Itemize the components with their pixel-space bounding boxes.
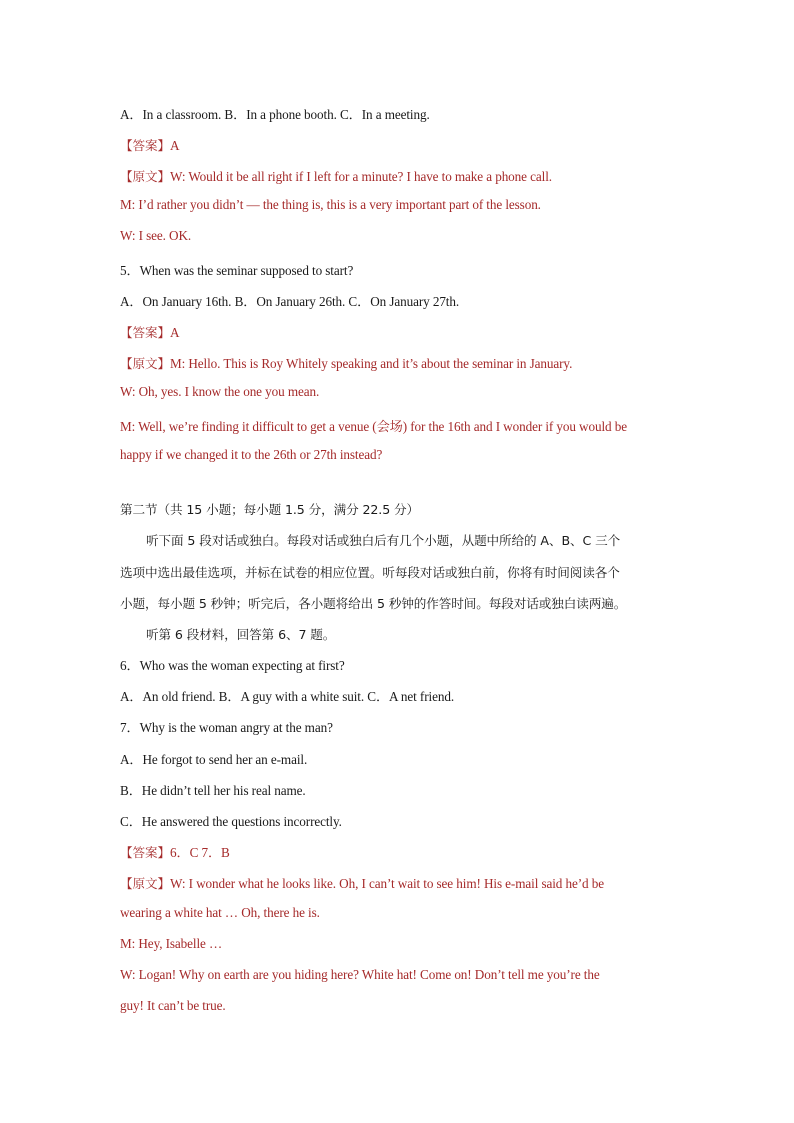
answer-tag: 【答案】	[120, 845, 170, 860]
q7-question: 7．Why is the woman angry at the man?	[120, 720, 333, 735]
script-tag: 【原文】	[120, 169, 170, 184]
section2-material: 听第 6 段材料，回答第 6、7 题。	[146, 627, 336, 642]
script-tag: 【原文】	[120, 356, 170, 371]
script-text: W: Would it be all right if I left for a minute? I have to make a phone call.	[169, 169, 552, 184]
q7-option-c: C．He answered the questions incorrectly.	[120, 814, 342, 829]
q5-question: 5．When was the seminar supposed to start?	[120, 263, 354, 278]
q67-script-line-4: W: Logan! Why on earth are you hiding here? White hat! Come on! Don’t tell me you’re the	[120, 967, 600, 982]
q67-script-line-2: wearing a white hat … Oh, there he is.	[120, 905, 320, 920]
q5-script-line-1	[120, 353, 572, 372]
q7-option-a: A．He forgot to send her an e-mail.	[120, 752, 308, 767]
q5-script-line-2: W: Oh, yes. I know the one you mean.	[120, 384, 320, 399]
answer-tag: 【答案】	[120, 138, 170, 153]
q4-options: A．In a classroom. B．In a phone booth. C．In a meeting.	[120, 107, 430, 122]
answer-value: A	[169, 325, 180, 340]
answer-value: 6．C 7．B	[169, 845, 230, 860]
q4-answer	[120, 135, 179, 154]
q5-options: A．On January 16th. B．On January 26th. C．On January 27th.	[120, 294, 460, 309]
q67-script-line-1	[120, 873, 604, 892]
q4-script-line-1	[120, 166, 552, 185]
q5-script-line-4: happy if we changed it to the 26th or 27th instead?	[120, 447, 383, 462]
q67-answer	[120, 842, 230, 861]
section2-heading: 第二节（共 15 小题；每小题 1.5 分，满分 22.5 分）	[120, 502, 420, 517]
q7-option-b: B．He didn’t tell her his real name.	[120, 783, 306, 798]
q5-answer	[120, 322, 179, 341]
q6-options: A．An old friend. B．A guy with a white suit. C．A net friend.	[120, 689, 455, 704]
script-tag: 【原文】	[120, 876, 170, 891]
answer-tag: 【答案】	[120, 325, 170, 340]
q67-script-line-3: M: Hey, Isabelle …	[120, 936, 223, 951]
script-text: W: I wonder what he looks like. Oh, I can’t wait to see him! His e-mail said he’d be	[169, 876, 604, 891]
answer-value: A	[169, 138, 180, 153]
q4-script-line-3: W: I see. OK.	[120, 228, 192, 243]
section2-instruction-2: 选项中选出最佳选项，并标在试卷的相应位置。听每段对话或独白前，你将有时间阅读各个	[120, 565, 620, 580]
section2-instruction-3: 小题，每小题 5 秒钟；听完后，各小题将给出 5 秒钟的作答时间。每段对话或独白读两遍。	[120, 596, 627, 611]
q5-script-line-3: M: Well, we’re finding it difficult to get a venue (会场) for the 16th and I wonder if you would be	[120, 419, 627, 434]
q67-script-line-5: guy! It can’t be true.	[120, 998, 226, 1013]
q4-script-line-2: M: I’d rather you didn’t — the thing is, this is a very important part of the lesson.	[120, 197, 541, 212]
script-text: M: Hello. This is Roy Whitely speaking and it’s about the seminar in January.	[169, 356, 573, 371]
section2-instruction-1: 听下面 5 段对话或独白。每段对话或独白后有几个小题，从题中所给的 A、B、C 三个	[146, 533, 621, 548]
q6-question: 6．Who was the woman expecting at first?	[120, 658, 345, 673]
